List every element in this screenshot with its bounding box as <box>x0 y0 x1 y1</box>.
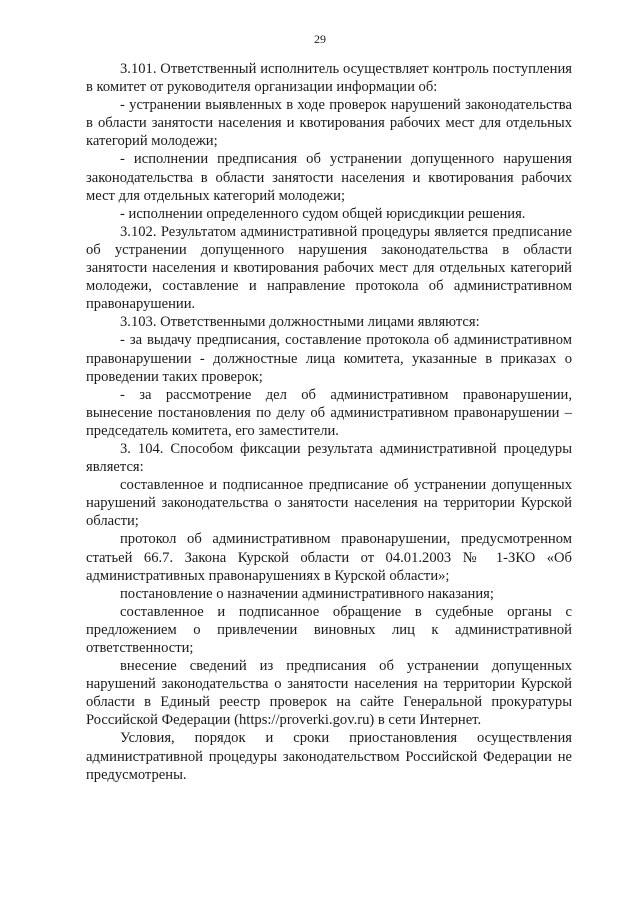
paragraph-3-101: 3.101. Ответственный исполнитель осуществляет контроль поступления в комитет от руководителя организации информации об: <box>86 61 572 96</box>
fixation-method-order: составленное и подписанное предписание об устранении допущенных нарушений законодательства о занятости населения на территории Курской области; <box>86 477 572 530</box>
paragraph-suspension-conditions: Условия, порядок и сроки приостановления осуществления административной процедуры законодательством Российской Федерации не предусмотрены. <box>86 730 572 783</box>
list-item-issue-order: - за выдачу предписания, составление протокола об административном правонарушении - должностные лица комитета, указанные в приказах о проведении таких проверок; <box>86 332 572 385</box>
page-number: 29 <box>314 32 326 46</box>
list-item-court-decision: - исполнении определенного судом общей юрисдикции решения. <box>120 205 526 222</box>
list-item-execute-order: - исполнении предписания об устранении допущенного нарушения законодательства в области занятости населения и квотирования рабочих мест для отдельных категорий молодежи; <box>86 151 572 204</box>
paragraph-3-104: 3. 104. Способом фиксации результата административной процедуры является: <box>86 440 572 476</box>
paragraph-3-103: 3.103. Ответственными должностными лицами являются: <box>120 314 480 331</box>
list-item-eliminate-violations: - устранении выявленных в ходе проверок нарушений законодательства в области занятости населения и квотирования рабочих мест для отдельных категорий молодежи; <box>86 97 572 150</box>
fixation-method-court-appeal: составленное и подписанное обращение в судебные органы с предложением о привлечении виновных лиц к административной ответственности; <box>86 603 572 656</box>
list-item-review-cases: - за рассмотрение дел об административном правонарушении, вынесение постановления по делу об административном правонарушении – председатель комитета, его заместители. <box>86 386 572 439</box>
fixation-method-resolution: постановление о назначении административного наказания; <box>120 585 494 602</box>
paragraph-3-102: 3.102. Результатом административной процедуры является предписание об устранении допущенного нарушения законодательства в области занятости населения и квотирования рабочих мест для отдельных категорий молодежи, составление и направление протокола об административном правонарушении. <box>86 223 572 313</box>
fixation-method-registry-entry: внесение сведений из предписания об устранении допущенных нарушений законодательства о занятости населения на территории Курской области в Единый реестр проверок на сайте Генеральной прокуратуры Российской Федерации (https://proverki.gov.ru) в сети Интернет. <box>86 658 572 729</box>
document-body <box>86 60 572 784</box>
fixation-method-protocol: протокол об административном правонарушении, предусмотренном статьей 66.7. Закона Курской области от 04.01.2003 № 1-ЗКО «Об административных правонарушениях в Курской области»; <box>86 531 572 584</box>
